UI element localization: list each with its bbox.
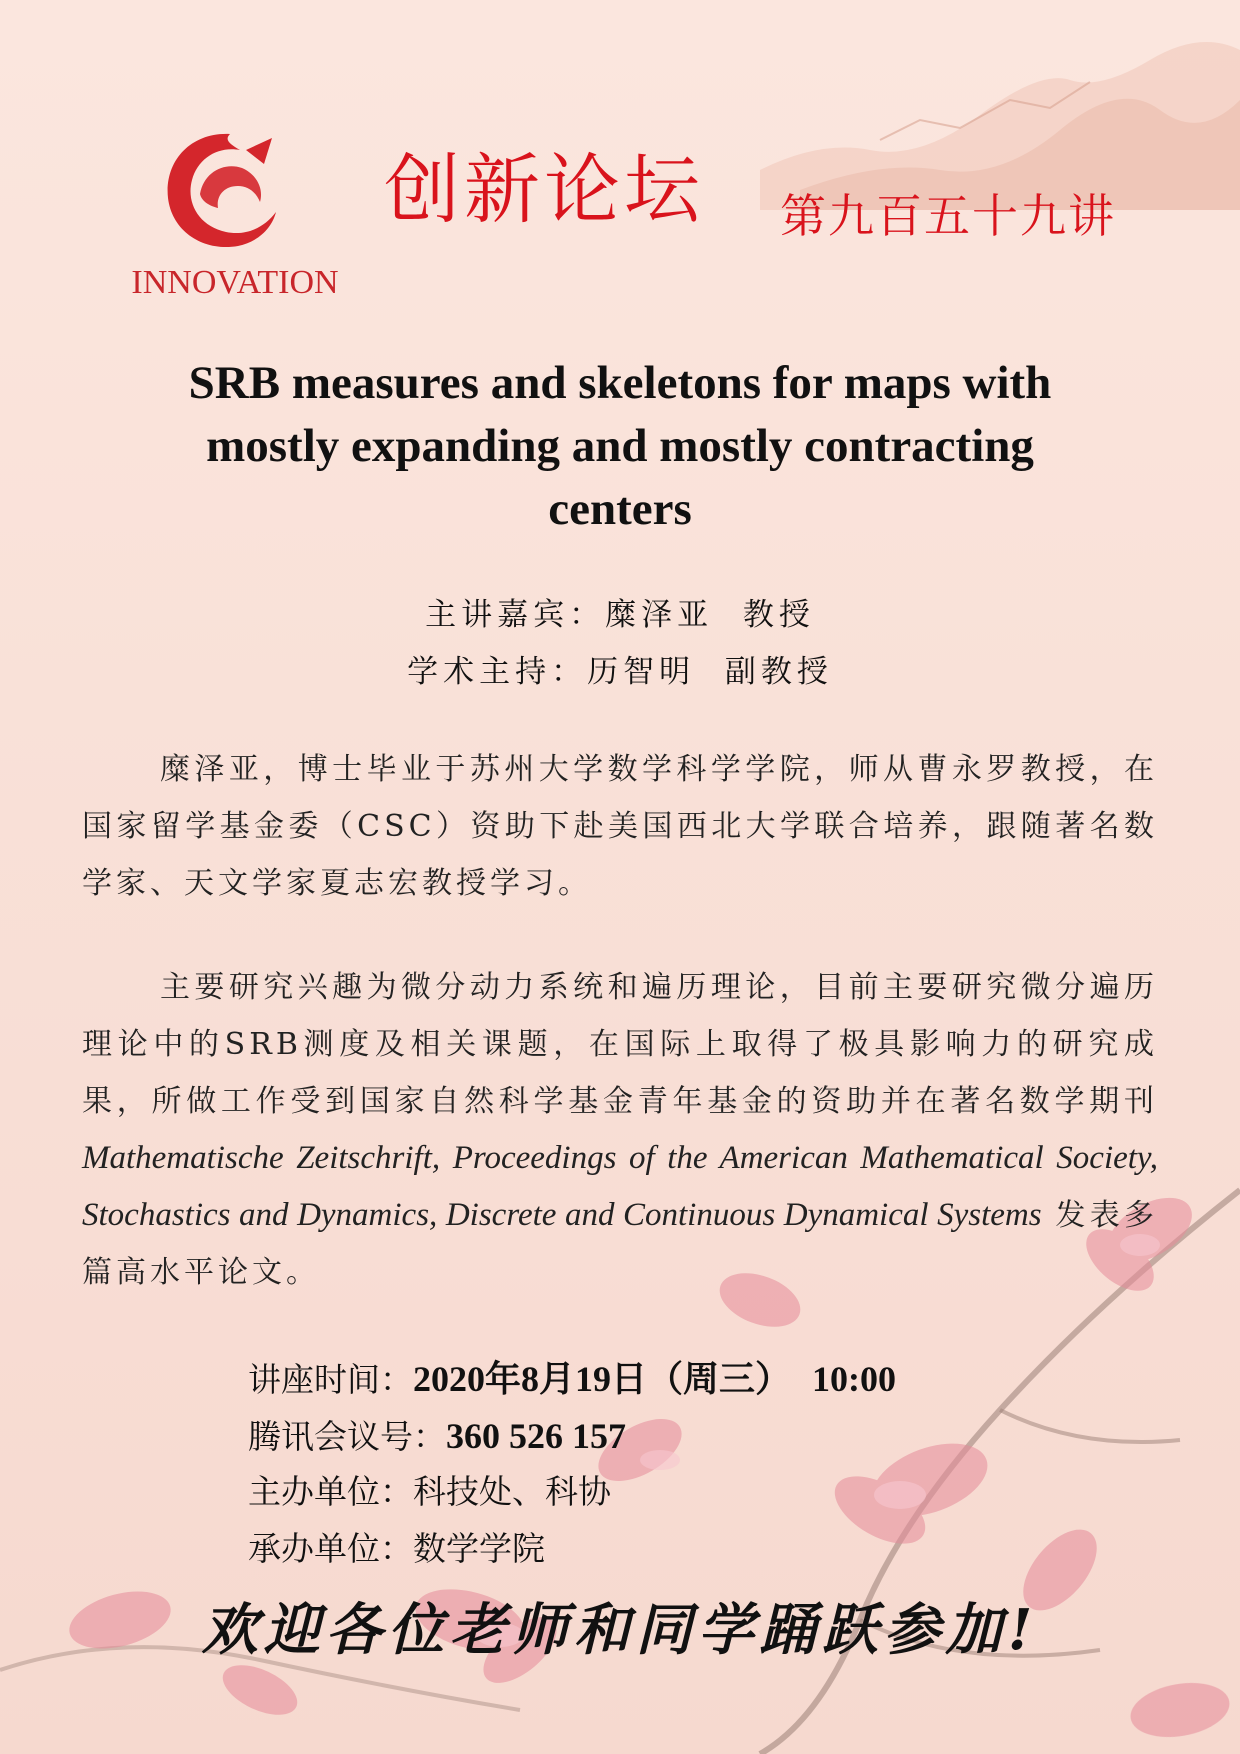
forum-title: 创新论坛 [384,145,704,234]
organizer-label: 主办单位： [248,1472,413,1511]
research-text: 主要研究兴趣为微分动力系统和遍历理论，目前主要研究微分遍历理论中的SRB测度及相关课题，在国际上取得了极具影响力的研究成果，所做工作受到国家自然科学基金青年基金的资助并在著名数学期刊 [82,970,1158,1119]
host-line [0,654,1240,690]
organizer-value: 科技处、科协 [413,1472,611,1511]
research-text-end: 发表多篇高水平论文。 [82,1198,1158,1290]
welcome-message: 欢迎各位老师和同学踊跃参加! [201,1597,1039,1663]
innovation-logo [120,128,350,308]
journal-list: Mathematische Zeitschrift, Proceedings of the American Mathematical Society, Stochastics and Dynamics, Discrete and Continuous Dynamical Systems [82,1140,1158,1233]
speaker-bio: 糜泽亚，博士毕业于苏州大学数学科学学院，师从曹永罗教授，在国家留学基金委（CSC）资助下赴美国西北大学联合培养，跟随著名数学家、天文学家夏志宏教授学习。 [82,752,1158,901]
speaker-label: 主讲嘉宾： [425,597,606,633]
undertaker-value: 数学学院 [413,1529,545,1568]
lecture-number: 第九百五十九讲 [780,189,1116,243]
meeting-value: 360 526 157 [446,1416,626,1456]
time-clock: 10:00 [812,1359,896,1399]
mountain-decoration [760,20,1240,210]
talk-title: SRB measures and skeletons for maps with mostly expanding and mostly contracting centers [188,357,1052,535]
undertaker [248,1529,545,1568]
meeting-id [248,1418,626,1454]
logo-text: INNOVATION [131,264,339,301]
speaker-name: 糜泽亚 教授 [605,597,815,633]
host-name: 历智明 副教授 [587,654,833,690]
speaker-line [0,597,1240,633]
innovation-logo-mark-icon [160,128,280,256]
meeting-label: 腾讯会议号： [248,1417,446,1456]
organizer [248,1472,611,1511]
lecture-time [248,1361,896,1397]
host-label: 学术主持： [407,654,588,690]
time-label: 讲座时间： [248,1360,413,1399]
time-date: 2020年8月19日（周三） [413,1359,792,1399]
research-paragraph [82,959,1158,1301]
undertaker-label: 承办单位： [248,1529,413,1568]
